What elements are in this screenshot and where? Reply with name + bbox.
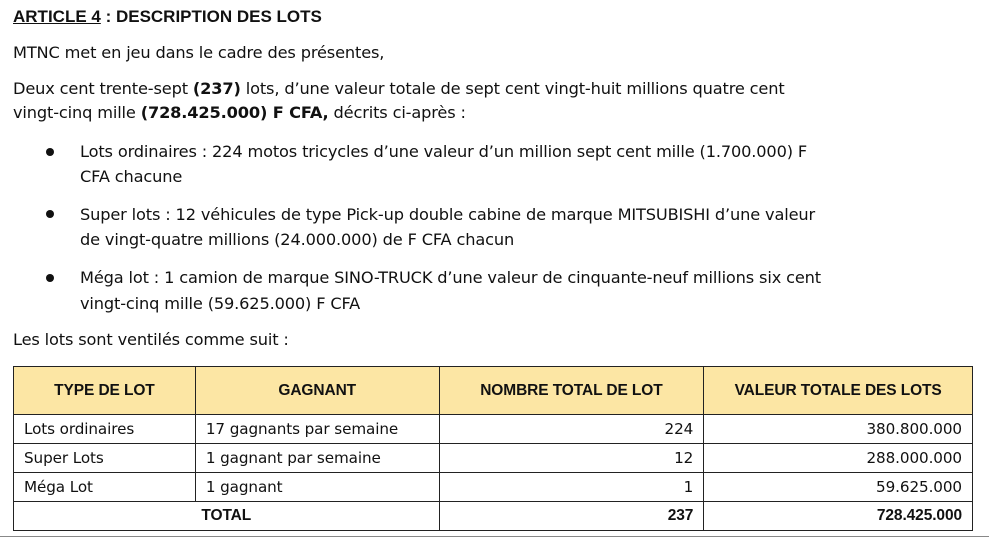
table-row: [14, 473, 973, 502]
ventilation-intro: Les lots sont ventilés comme suit :: [13, 330, 289, 349]
table-row: [14, 444, 973, 473]
lot-type-cell: Super Lots: [14, 444, 196, 473]
bullet-icon: [46, 274, 54, 282]
lot-count-cell: 1: [439, 473, 704, 502]
lot-count-cell: 12: [439, 444, 704, 473]
page-divider: [0, 536, 989, 537]
winner-cell: 1 gagnant: [195, 473, 439, 502]
total-count-cell: 237: [439, 502, 704, 531]
winner-cell: 1 gagnant par semaine: [195, 444, 439, 473]
lot-type-cell: Lots ordinaires: [14, 415, 196, 444]
summary-text: Deux cent trente-sept: [13, 79, 193, 98]
summary-text: vingt-cinq mille: [13, 103, 141, 122]
bullet-icon: [46, 148, 54, 156]
summary-count: (237): [192, 79, 241, 98]
column-header: VALEUR TOTALE DES LOTS: [704, 367, 973, 415]
lot-count-cell: 224: [439, 415, 704, 444]
bullet-mega-line-1: Méga lot : 1 camion de marque SINO-TRUCK d’une valeur de cinquante-neuf millions six cent: [80, 268, 821, 287]
table-row: [14, 415, 973, 444]
column-header: TYPE DE LOT: [14, 367, 196, 415]
summary-line-2: [13, 101, 466, 125]
lot-value-cell: 59.625.000: [704, 473, 973, 502]
article-heading: [13, 7, 322, 27]
lots-table: [13, 366, 973, 531]
lot-value-cell: 288.000.000: [704, 444, 973, 473]
column-header: GAGNANT: [195, 367, 439, 415]
bullet-icon: [46, 210, 54, 218]
summary-text: décrits ci-après :: [328, 103, 466, 122]
total-value-cell: 728.425.000: [704, 502, 973, 531]
article-number: ARTICLE 4: [13, 7, 101, 26]
winner-cell: 17 gagnants par semaine: [195, 415, 439, 444]
lot-type-cell: Méga Lot: [14, 473, 196, 502]
bullet-mega-line-2: vingt-cinq mille (59.625.000) F CFA: [80, 294, 361, 313]
table-total-row: [14, 502, 973, 531]
bullet-ordinary-line-1: Lots ordinaires : 224 motos tricycles d’une valeur d’un million sept cent mille (1.700.000) F: [80, 142, 808, 161]
column-header: NOMBRE TOTAL DE LOT: [439, 367, 704, 415]
bullet-ordinary-line-2: CFA chacune: [80, 167, 183, 186]
intro-paragraph: MTNC met en jeu dans le cadre des présentes,: [13, 43, 385, 62]
summary-text: lots, d’une valeur totale de sept cent vingt-huit millions quatre cent: [240, 79, 785, 98]
article-title: : DESCRIPTION DES LOTS: [100, 7, 322, 26]
total-label-cell: TOTAL: [14, 502, 440, 531]
summary-value: (728.425.000) F CFA,: [140, 103, 329, 122]
lot-value-cell: 380.800.000: [704, 415, 973, 444]
table-header-row: [14, 367, 973, 415]
bullet-super-line-2: de vingt-quatre millions (24.000.000) de F CFA chacun: [80, 230, 515, 249]
bullet-super-line-1: Super lots : 12 véhicules de type Pick-up double cabine de marque MITSUBISHI d’une valeur: [80, 205, 816, 224]
summary-line-1: [13, 77, 785, 101]
